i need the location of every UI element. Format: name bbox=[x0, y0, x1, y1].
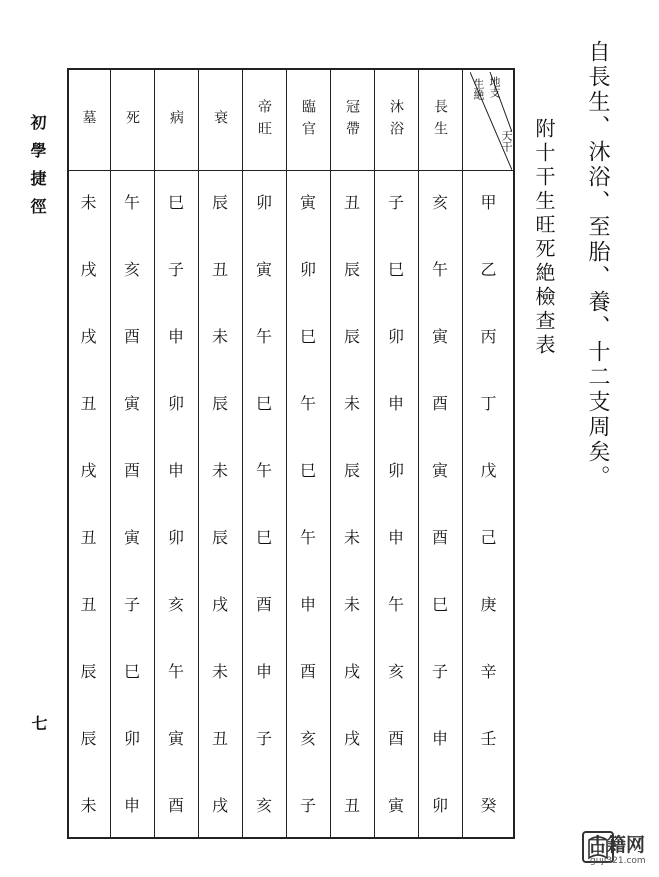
table-column-rule bbox=[198, 68, 199, 839]
table-column-rule bbox=[67, 68, 69, 839]
branch-cell: 午 bbox=[167, 661, 184, 681]
branch-cell: 酉 bbox=[123, 327, 140, 347]
branch-cell: 丑 bbox=[343, 193, 360, 213]
intro-line: 自長生、沐浴、至胎、養、十二支周矣。 bbox=[585, 40, 610, 490]
table-column-rule bbox=[154, 68, 155, 839]
branch-cell: 卯 bbox=[255, 193, 272, 213]
branch-cell: 寅 bbox=[431, 461, 448, 481]
branch-cell: 申 bbox=[387, 527, 404, 547]
page-number: 七 bbox=[29, 715, 48, 731]
branch-cell: 丑 bbox=[343, 795, 360, 815]
branch-cell: 午 bbox=[299, 394, 316, 414]
branch-cell: 酉 bbox=[387, 728, 404, 748]
branch-cell: 午 bbox=[255, 461, 272, 481]
branch-cell: 子 bbox=[431, 661, 448, 681]
branch-cell: 巳 bbox=[167, 193, 184, 213]
column-header: 病 bbox=[168, 110, 184, 132]
branch-cell: 辰 bbox=[211, 527, 228, 547]
branch-cell: 子 bbox=[255, 728, 272, 748]
branch-cell: 亥 bbox=[431, 193, 448, 213]
branch-cell: 寅 bbox=[431, 327, 448, 347]
branch-cell: 申 bbox=[123, 795, 140, 815]
running-title: 初學捷徑 bbox=[28, 114, 47, 226]
branch-cell: 辰 bbox=[211, 193, 228, 213]
branch-cell: 亥 bbox=[255, 795, 272, 815]
column-header: 死 bbox=[124, 110, 140, 132]
stem-cell: 癸 bbox=[480, 795, 497, 815]
branch-cell: 午 bbox=[255, 327, 272, 347]
branch-cell: 巳 bbox=[387, 260, 404, 280]
branch-cell: 寅 bbox=[387, 795, 404, 815]
branch-cell: 巳 bbox=[431, 594, 448, 614]
column-header: 帝旺 bbox=[256, 99, 272, 143]
stem-cell: 壬 bbox=[480, 728, 497, 748]
branch-cell: 巳 bbox=[255, 527, 272, 547]
branch-cell: 亥 bbox=[123, 260, 140, 280]
branch-cell: 卯 bbox=[387, 327, 404, 347]
branch-cell: 亥 bbox=[387, 661, 404, 681]
branch-cell: 未 bbox=[211, 327, 228, 347]
stem-cell: 庚 bbox=[480, 594, 497, 614]
branch-cell: 酉 bbox=[299, 661, 316, 681]
table-column-rule bbox=[330, 68, 331, 839]
branch-cell: 辰 bbox=[211, 394, 228, 414]
stem-cell: 甲 bbox=[480, 193, 497, 213]
branch-cell: 卯 bbox=[431, 795, 448, 815]
branch-cell: 辰 bbox=[343, 461, 360, 481]
table-column-rule bbox=[242, 68, 243, 839]
branch-cell: 酉 bbox=[431, 527, 448, 547]
column-header: 墓 bbox=[80, 110, 97, 132]
branch-cell: 丑 bbox=[80, 394, 97, 414]
table-row-rule bbox=[67, 170, 515, 171]
branch-cell: 寅 bbox=[299, 193, 316, 213]
branch-cell: 巳 bbox=[299, 461, 316, 481]
branch-cell: 辰 bbox=[80, 728, 97, 748]
branch-cell: 未 bbox=[211, 461, 228, 481]
stem-cell: 丁 bbox=[480, 394, 497, 414]
table-row-rule bbox=[67, 837, 515, 839]
branch-cell: 寅 bbox=[123, 394, 140, 414]
table-column-rule bbox=[513, 68, 515, 839]
branch-cell: 卯 bbox=[299, 260, 316, 280]
column-header: 沐浴 bbox=[388, 99, 404, 143]
branch-cell: 酉 bbox=[431, 394, 448, 414]
column-header: 臨官 bbox=[300, 99, 316, 143]
branch-cell: 子 bbox=[167, 260, 184, 280]
column-header: 衰 bbox=[212, 110, 228, 132]
branch-cell: 辰 bbox=[343, 260, 360, 280]
stem-cell: 乙 bbox=[480, 260, 497, 280]
column-header: 長生 bbox=[432, 99, 448, 143]
branch-cell: 戌 bbox=[343, 661, 360, 681]
branch-cell: 酉 bbox=[167, 795, 184, 815]
twelve-stages-table bbox=[67, 68, 515, 839]
branch-cell: 子 bbox=[299, 795, 316, 815]
branch-cell: 申 bbox=[167, 327, 184, 347]
branch-cell: 午 bbox=[123, 193, 140, 213]
stem-cell: 辛 bbox=[480, 661, 497, 681]
branch-cell: 未 bbox=[343, 594, 360, 614]
branch-cell: 卯 bbox=[123, 728, 140, 748]
branch-cell: 亥 bbox=[299, 728, 316, 748]
branch-cell: 子 bbox=[387, 193, 404, 213]
branch-cell: 巳 bbox=[123, 661, 140, 681]
branch-cell: 辰 bbox=[343, 327, 360, 347]
table-column-rule bbox=[418, 68, 419, 839]
corner-label-stem: 天干 bbox=[500, 130, 513, 152]
branch-cell: 丑 bbox=[80, 594, 97, 614]
branch-cell: 丑 bbox=[211, 728, 228, 748]
branch-cell: 戌 bbox=[80, 461, 97, 481]
branch-cell: 未 bbox=[80, 193, 97, 213]
branch-cell: 寅 bbox=[167, 728, 184, 748]
branch-cell: 申 bbox=[255, 661, 272, 681]
branch-cell: 戌 bbox=[343, 728, 360, 748]
table-row-rule bbox=[67, 68, 515, 70]
branch-cell: 卯 bbox=[167, 394, 184, 414]
stem-cell: 丙 bbox=[480, 327, 497, 347]
branch-cell: 午 bbox=[299, 527, 316, 547]
branch-cell: 寅 bbox=[255, 260, 272, 280]
branch-cell: 申 bbox=[431, 728, 448, 748]
branch-cell: 未 bbox=[343, 527, 360, 547]
branch-cell: 申 bbox=[167, 461, 184, 481]
branch-cell: 未 bbox=[80, 795, 97, 815]
table-column-rule bbox=[110, 68, 111, 839]
branch-cell: 戌 bbox=[80, 260, 97, 280]
watermark-url: guji321.com bbox=[590, 856, 646, 866]
stem-cell: 戊 bbox=[480, 461, 497, 481]
branch-cell: 申 bbox=[387, 394, 404, 414]
stem-cell: 己 bbox=[480, 527, 497, 547]
branch-cell: 戌 bbox=[211, 795, 228, 815]
branch-cell: 申 bbox=[299, 594, 316, 614]
table-column-rule bbox=[286, 68, 287, 839]
branch-cell: 卯 bbox=[387, 461, 404, 481]
branch-cell: 丑 bbox=[211, 260, 228, 280]
table-title: 附十干生旺死絶檢查表 bbox=[532, 118, 556, 358]
branch-cell: 戌 bbox=[211, 594, 228, 614]
branch-cell: 酉 bbox=[123, 461, 140, 481]
branch-cell: 戌 bbox=[80, 327, 97, 347]
branch-cell: 辰 bbox=[80, 661, 97, 681]
branch-cell: 丑 bbox=[80, 527, 97, 547]
branch-cell: 未 bbox=[343, 394, 360, 414]
corner-label-branch: 地支 bbox=[488, 76, 501, 98]
watermark-brand: 古籍网 bbox=[588, 834, 646, 856]
branch-cell: 巳 bbox=[299, 327, 316, 347]
branch-cell: 寅 bbox=[123, 527, 140, 547]
branch-cell: 酉 bbox=[255, 594, 272, 614]
branch-cell: 亥 bbox=[167, 594, 184, 614]
table-column-rule bbox=[374, 68, 375, 839]
branch-cell: 卯 bbox=[167, 527, 184, 547]
branch-cell: 未 bbox=[211, 661, 228, 681]
corner-label-stage: 生絶 bbox=[472, 78, 485, 100]
branch-cell: 巳 bbox=[255, 394, 272, 414]
branch-cell: 午 bbox=[387, 594, 404, 614]
table-column-rule bbox=[462, 68, 463, 839]
branch-cell: 子 bbox=[123, 594, 140, 614]
branch-cell: 午 bbox=[431, 260, 448, 280]
column-header: 冠帶 bbox=[344, 99, 360, 143]
